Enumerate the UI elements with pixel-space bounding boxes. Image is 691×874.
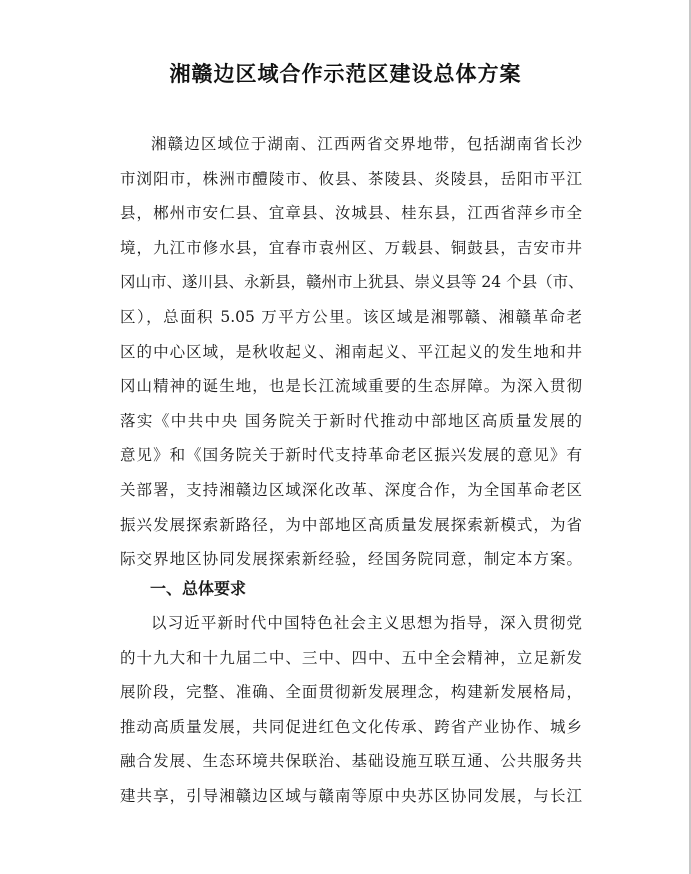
section-heading: 一、总体要求 (150, 579, 247, 598)
paragraph-line: 冈山市、遂川县、永新县，赣州市上犹县、崇义县等 24 个县（市、 (120, 273, 584, 292)
paragraph-2 (120, 606, 582, 814)
paragraph-line: 落实《中共中央 国务院关于新时代推动中部地区高质量发展的 (120, 411, 582, 430)
paragraph-line: 推动高质量发展，共同促进红色文化传承、跨省产业协作、城乡 (120, 717, 582, 736)
paragraph-line: 境，九江市修水县，宜春市袁州区、万载县、铜鼓县，吉安市井 (120, 238, 582, 257)
paragraph-line: 意见》和《国务院关于新时代支持革命老区振兴发展的意见》有 (120, 446, 582, 465)
paragraph-line: 展阶段，完整、准确、全面贯彻新发展理念，构建新发展格局， (120, 683, 582, 702)
paragraph-line: 区），总面积 5.05 万平方公里。该区域是湘鄂赣、湘赣革命老 (120, 307, 582, 326)
paragraph-line: 市浏阳市，株洲市醴陵市、攸县、茶陵县、炎陵县，岳阳市平江 (120, 169, 582, 188)
paragraph-line: 区的中心区域，是秋收起义、湘南起义、平江起义的发生地和井 (120, 342, 582, 361)
paragraph-1 (120, 127, 582, 577)
paragraph-line: 县，郴州市安仁县、宜章县、汝城县、桂东县，江西省萍乡市全 (120, 204, 582, 223)
paragraph-line: 振兴发展探索新路径，为中部地区高质量发展探索新模式，为省 (120, 515, 582, 534)
paragraph-line: 建共享，引导湘赣边区域与赣南等原中央苏区协同发展，与长江 (120, 786, 582, 805)
paragraph-line: 关部署，支持湘赣边区域深化改革、深度合作，为全国革命老区 (120, 480, 582, 499)
paragraph-line: 湘赣边区域位于湖南、江西两省交界地带，包括湖南省长沙 (151, 135, 582, 153)
paragraph-line: 的十九大和十九届二中、三中、四中、五中全会精神，立足新发 (120, 648, 582, 667)
document-title: 湘赣边区域合作示范区建设总体方案 (169, 62, 522, 86)
paragraph-line: 以习近平新时代中国特色社会主义思想为指导，深入贯彻党 (151, 614, 582, 632)
paragraph-line: 冈山精神的诞生地，也是长江流域重要的生态屏障。为深入贯彻 (120, 377, 582, 396)
paragraph-line: 际交界地区协同发展探索新经验，经国务院同意，制定本方案。 (120, 550, 582, 569)
paragraph-line: 融合发展、生态环境共保联治、基础设施互联互通、公共服务共 (120, 752, 582, 771)
